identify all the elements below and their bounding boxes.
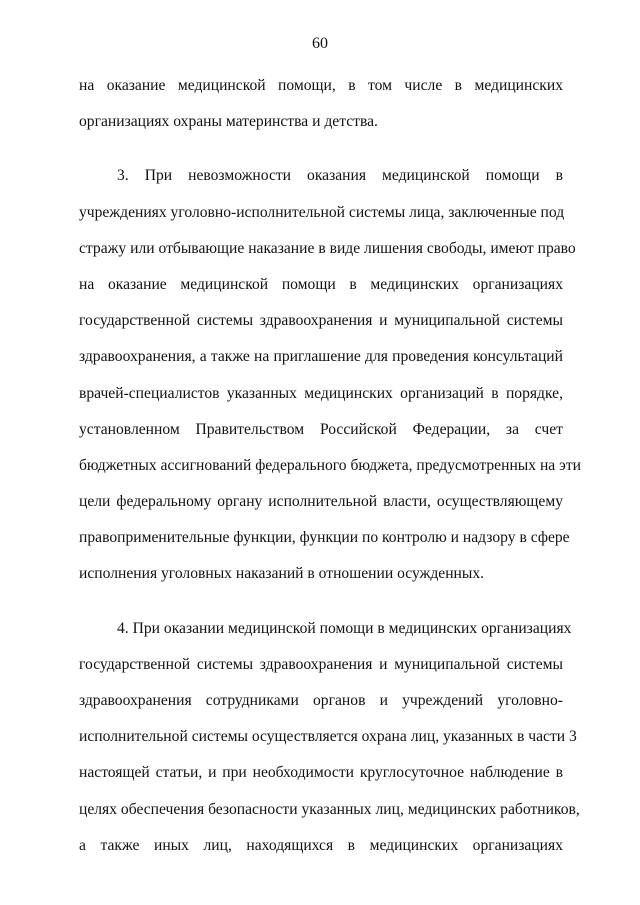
paragraph-item-4: [79, 611, 580, 864]
text-line: исполнения уголовных наказаний в отношении осужденных.: [79, 565, 485, 583]
text-line: учреждениях уголовно-исполнительной системы лица, заключенные под: [79, 203, 565, 221]
paragraph-item-3: [79, 158, 581, 592]
text-line: исполнительной системы осуществляется охрана лиц, указанных в части 3: [79, 728, 577, 746]
page-number: 60: [312, 35, 328, 52]
document-body: [79, 68, 581, 864]
text-line: а также иных лиц, находящихся в медицинских организациях: [79, 836, 563, 854]
text-line: целях обеспечения безопасности указанных лиц, медицинских работников,: [79, 800, 580, 818]
text-line: государственной системы здравоохранения и муниципальной системы: [79, 655, 563, 673]
text-line: здравоохранения сотрудниками органов и учреждений уголовно-: [79, 692, 563, 709]
text-line: 3. При невозможности оказания медицинской помощи в: [117, 167, 563, 185]
text-line: бюджетных ассигнований федерального бюджета, предусмотренных на эти: [79, 456, 581, 474]
text-line: государственной системы здравоохранения и муниципальной системы: [79, 312, 563, 330]
text-line: стражу или отбывающие наказание в виде лишения свободы, имеют право: [79, 239, 576, 257]
text-line: врачей-специалистов указанных медицинских организаций в порядке,: [79, 384, 563, 402]
text-line: настоящей статьи, и при необходимости круглосуточное наблюдение в: [79, 764, 563, 782]
text-line: на оказание медицинской помощи, в том числе в медицинских: [79, 77, 563, 94]
text-line: 4. При оказании медицинской помощи в медицинских организациях: [117, 619, 572, 637]
text-line: правоприменительные функции, функции по контролю и надзору в сфере: [79, 529, 570, 547]
paragraph-continuation: [79, 68, 563, 140]
text-line: установленном Правительством Российской Федерации, за счет: [79, 420, 563, 438]
text-line: здравоохранения, а также на приглашение для проведения консультаций: [79, 348, 563, 366]
text-line: организациях охраны материнства и детства.: [79, 113, 378, 131]
text-line: на оказание медицинской помощи в медицинских организациях: [79, 275, 563, 293]
text-line: цели федеральному органу исполнительной власти, осуществляющему: [79, 493, 563, 511]
